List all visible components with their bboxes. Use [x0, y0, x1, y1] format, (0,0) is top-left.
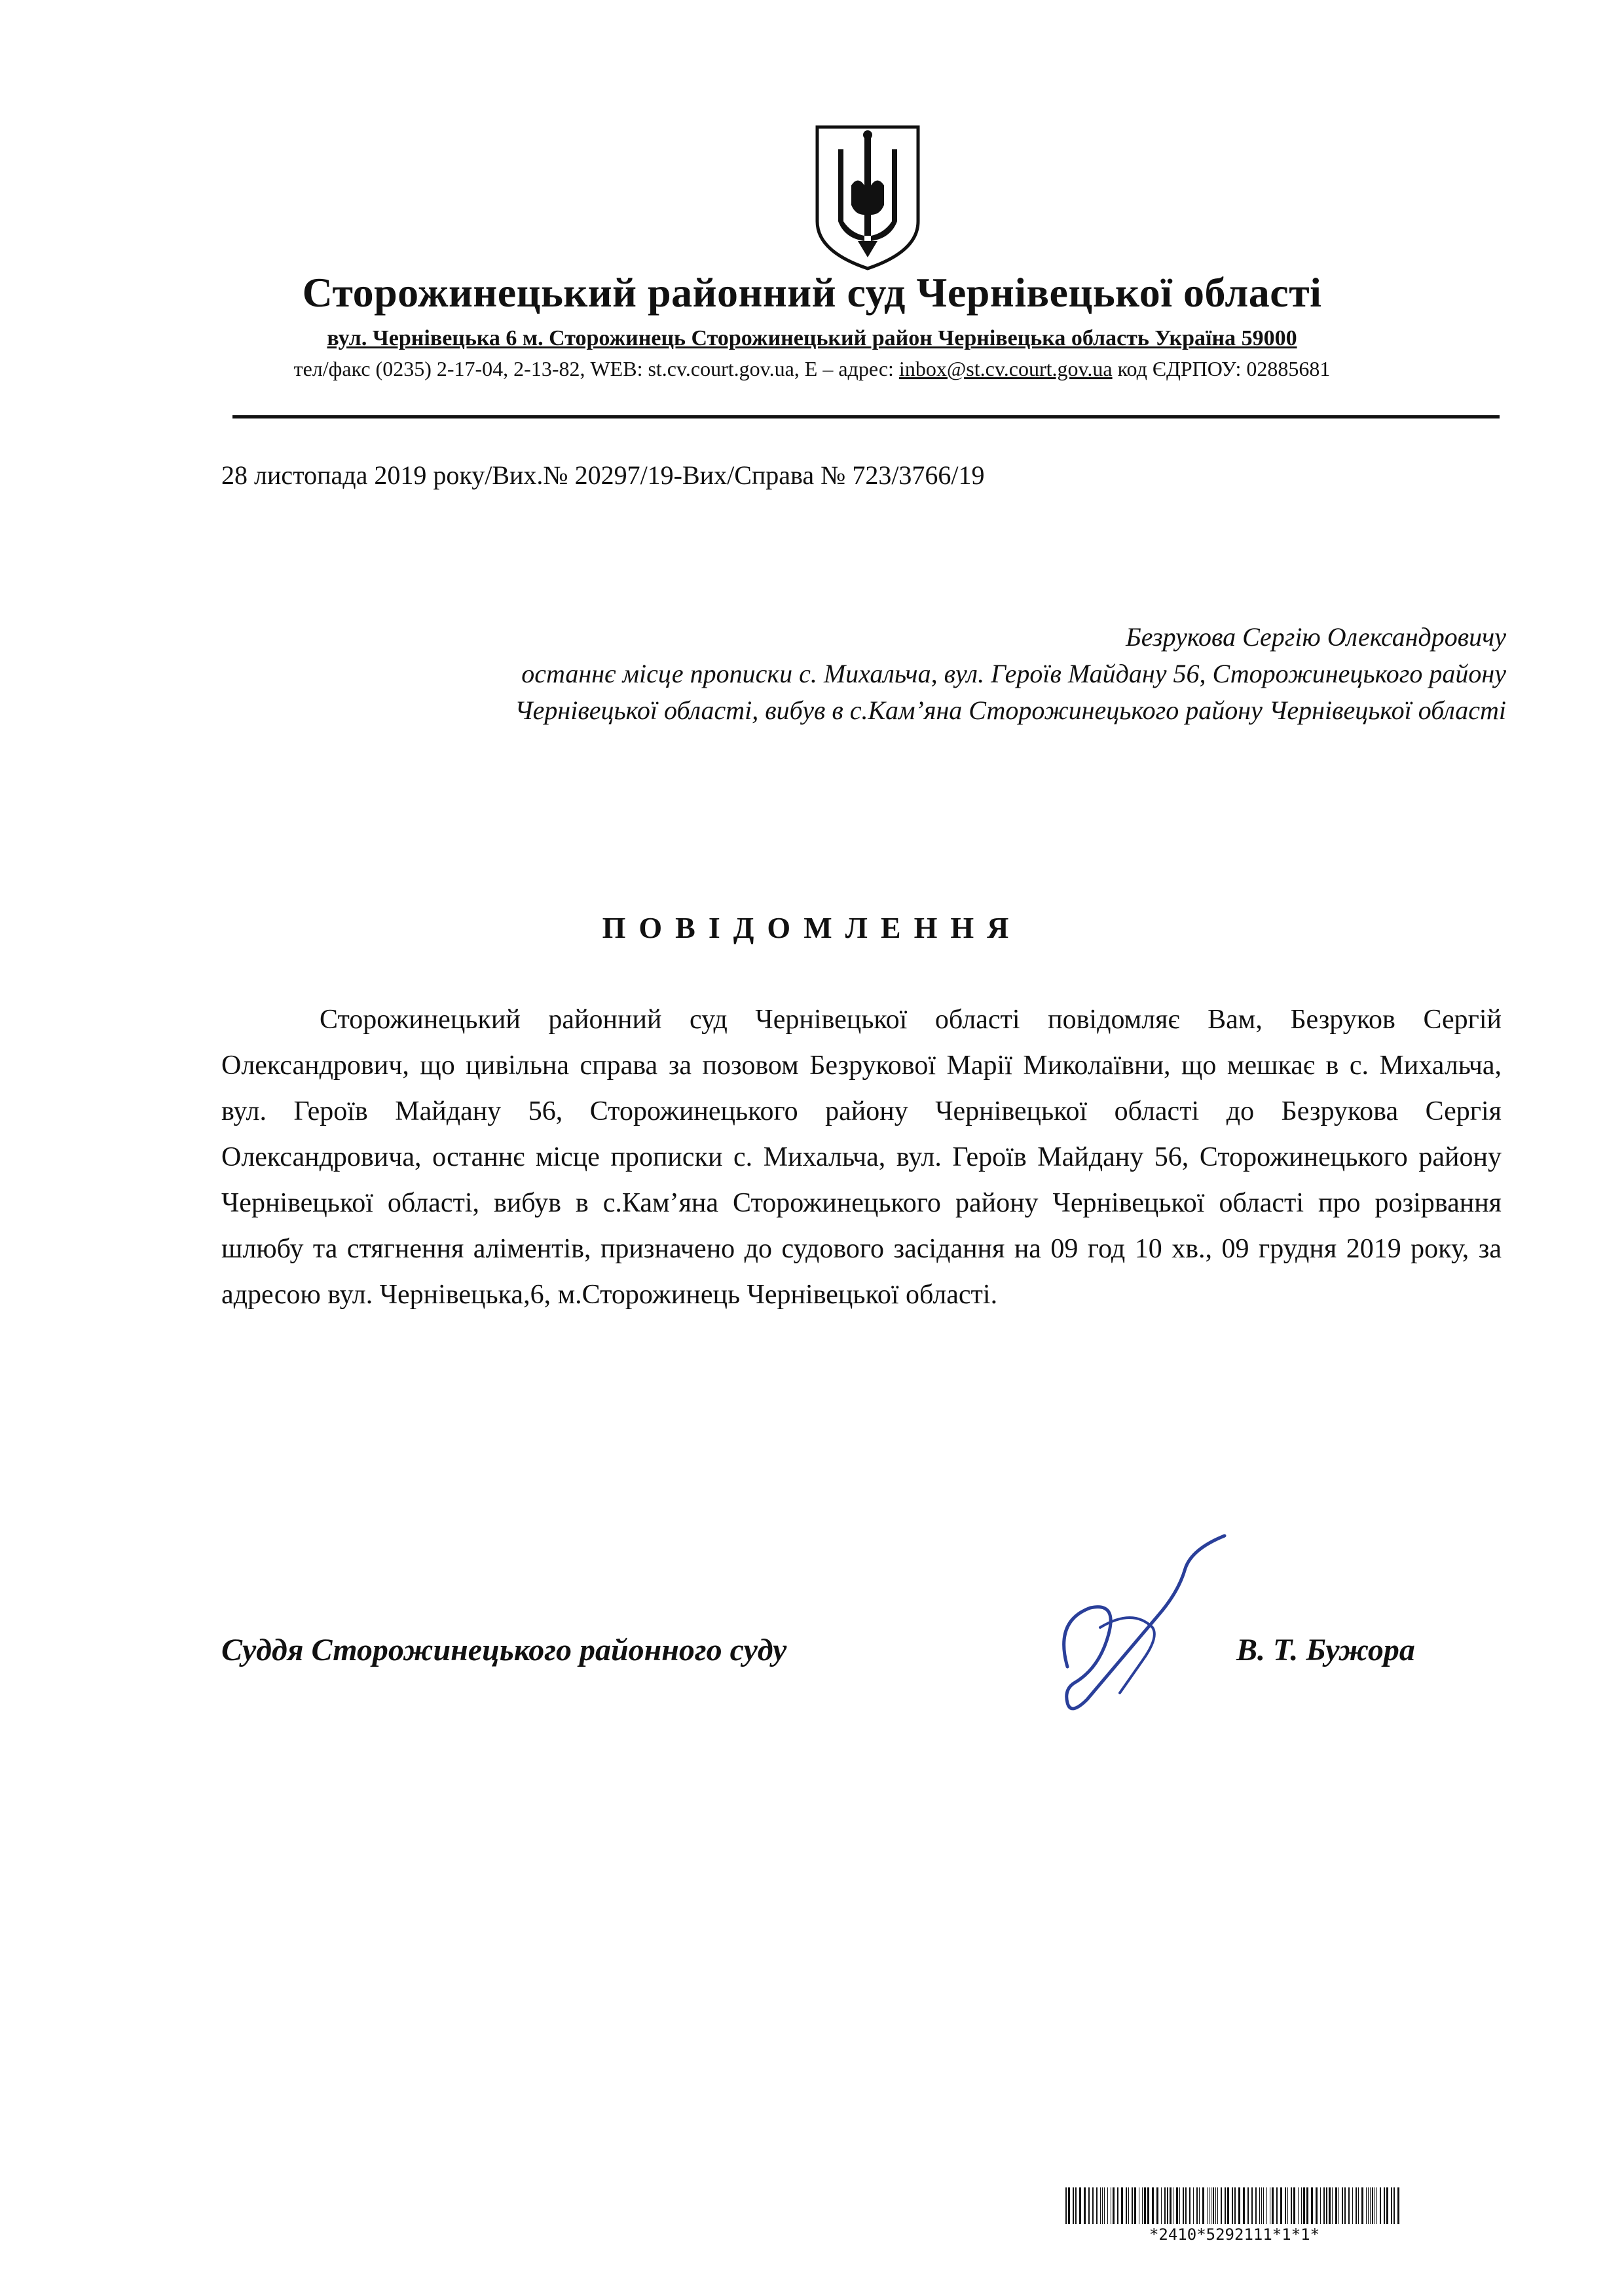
contact-suffix: код ЄДРПОУ: 02885681 [1112, 357, 1331, 381]
barcode-bar [1102, 2187, 1103, 2224]
barcode-bar [1227, 2187, 1229, 2224]
barcode-bar [1326, 2187, 1327, 2224]
court-address: вул. Чернівецька 6 м. Сторожинець Сторожинецький район Чернівецька область Україна 59000 [327, 326, 1297, 350]
barcode-bar [1100, 2187, 1101, 2224]
barcode-bar [1164, 2187, 1166, 2224]
barcode-bar [1316, 2187, 1318, 2224]
barcode-bar [1199, 2187, 1200, 2224]
barcode-bar [1068, 2187, 1070, 2224]
recipient-address-line-1: останнє місце прописки с. Михальча, вул. Героїв Майдану 56, Сторожинецького району [521, 659, 1506, 688]
barcode-bar [1272, 2187, 1274, 2224]
barcode-bar [1142, 2187, 1143, 2224]
barcode-bar [1386, 2187, 1388, 2224]
barcode-bar [1132, 2187, 1133, 2224]
barcode-bar [1144, 2187, 1146, 2224]
barcode-bar [1092, 2187, 1094, 2224]
barcode-bar [1217, 2187, 1218, 2224]
barcode-bar [1301, 2187, 1302, 2224]
document-title: ПОВІДОМЛЕННЯ [602, 911, 1022, 944]
coat-of-arms-icon [812, 123, 923, 271]
barcode-bar [1193, 2187, 1194, 2224]
barcode-bar [1134, 2187, 1136, 2224]
barcode-bar [1238, 2187, 1240, 2224]
barcode-bar [1170, 2187, 1172, 2224]
barcode-bar [1280, 2187, 1282, 2224]
barcode-bar [1338, 2187, 1339, 2224]
barcode-bar [1303, 2187, 1305, 2224]
barcode-bar [1213, 2187, 1214, 2224]
barcode-bar [1311, 2187, 1313, 2224]
barcode-bar [1161, 2187, 1162, 2224]
barcode-bar [1107, 2187, 1108, 2224]
barcode-bar [1234, 2187, 1236, 2224]
barcode-bar [1266, 2187, 1267, 2224]
barcode-bar [1285, 2187, 1286, 2224]
barcode-bar [1243, 2187, 1245, 2224]
barcode-bar [1176, 2187, 1178, 2224]
header-divider [232, 415, 1500, 418]
barcode-bar [1348, 2187, 1350, 2224]
barcode-bar [1247, 2187, 1249, 2224]
barcode-bar [1179, 2187, 1180, 2224]
barcode-bar [1185, 2187, 1187, 2224]
barcode-bar [1167, 2187, 1168, 2224]
barcode-bar [1225, 2187, 1226, 2224]
barcode-bar [1079, 2187, 1081, 2224]
barcode-bar [1065, 2187, 1067, 2224]
barcode-bar [1084, 2187, 1086, 2224]
barcode-bar [1376, 2187, 1377, 2224]
barcode-bar [1397, 2187, 1399, 2224]
barcode-bar [1183, 2187, 1184, 2224]
barcode-bar [1104, 2187, 1105, 2224]
barcode-bar [1366, 2187, 1367, 2224]
barcode-bar [1323, 2187, 1325, 2224]
barcode-bar [1073, 2187, 1074, 2224]
barcode-bar [1384, 2187, 1385, 2224]
barcode-bar [1113, 2187, 1115, 2224]
contact-prefix: тел/факс (0235) 2-17-04, 2-13-82, WEB: st.cv.court.gov.ua, E – адрес: [293, 357, 899, 381]
barcode-bar [1342, 2187, 1343, 2224]
barcode-bar [1147, 2187, 1149, 2224]
barcode-bar [1221, 2187, 1222, 2224]
signer-position: Суддя Сторожинецького районного суду [221, 1633, 787, 1667]
barcode-icon [1064, 2187, 1405, 2224]
handwritten-signature [1028, 1529, 1251, 1726]
barcode-bar [1128, 2187, 1129, 2224]
barcode-bar [1251, 2187, 1253, 2224]
barcode-bar [1335, 2187, 1337, 2224]
barcode-bar [1298, 2187, 1299, 2224]
barcode-bar [1320, 2187, 1321, 2224]
barcode-bar [1121, 2187, 1123, 2224]
recipient-block [196, 619, 1506, 729]
court-email-link[interactable]: inbox@st.cv.court.gov.ua [898, 357, 1113, 381]
barcode-bar [1370, 2187, 1371, 2224]
barcode-bar [1263, 2187, 1264, 2224]
barcode-bar [1287, 2187, 1288, 2224]
barcode-bar [1368, 2187, 1369, 2224]
barcode-bar [1126, 2187, 1127, 2224]
barcode-bar [1393, 2187, 1395, 2224]
barcode-bar [1276, 2187, 1278, 2224]
barcode-bar [1291, 2187, 1292, 2224]
barcode-bar [1329, 2187, 1331, 2224]
barcode-bar [1380, 2187, 1381, 2224]
barcode-bar [1352, 2187, 1353, 2224]
barcode-bar [1391, 2187, 1392, 2224]
barcode-bar [1255, 2187, 1257, 2224]
barcode-bar [1358, 2187, 1359, 2224]
barcode-bar [1207, 2187, 1208, 2224]
barcode-bar [1344, 2187, 1346, 2224]
recipient-address-line-2: Чернівецької області, вибув в с.Кам’яна Сторожинецького району Чернівецької області [515, 696, 1506, 725]
barcode-bar [1259, 2187, 1260, 2224]
barcode-bar [1361, 2187, 1363, 2224]
barcode-bar [1332, 2187, 1333, 2224]
barcode-bar [1088, 2187, 1090, 2224]
court-contacts [0, 357, 1624, 381]
barcode-bar [1356, 2187, 1357, 2224]
barcode-bar [1075, 2187, 1077, 2224]
notice-body: Сторожинецький районний суд Чернівецької області повідомляє Вам, Безруков Сергій Олександрович, що цивільна справа за позовом Безрукової Марії Миколаївни, що мешкає в с. Михальча, вул. Героїв Майдану 56, Сторожинецького району Чернівецької області до Безрукова Сергія Олександровича, останнє місце прописки с. Михальча, вул. Героїв Майдану 56, Сторожинецького району Чернівецької області, вибув в с.Кам’яна Сторожинецького району Чернівецької області про розірвання шлюбу та стягнення аліментів, призначено до судового засідання на 09 год 10 хв., 09 грудня 2019 року, за адресою вул. Чернівецька,6, м.Сторожинець Чернівецької області. [221, 1005, 1502, 1310]
recipient-name: Безрукова Сергію Олександровичу [1126, 622, 1506, 652]
barcode-bar [1215, 2187, 1216, 2224]
document-reference: 28 листопада 2019 року/Вих.№ 20297/19-Вих/Справа № 723/3766/19 [221, 460, 985, 490]
barcode-bar [1293, 2187, 1295, 2224]
barcode-bar [1189, 2187, 1190, 2224]
barcode-bar [1306, 2187, 1308, 2224]
barcode-bar [1152, 2187, 1154, 2224]
barcode-bar [1096, 2187, 1098, 2224]
barcode-bar [1156, 2187, 1158, 2224]
barcode-bar [1117, 2187, 1118, 2224]
barcode-number: *2410*5292111*1*1* [1149, 2225, 1320, 2244]
judge-name: В. Т. Бужора [1236, 1633, 1415, 1667]
court-name: Сторожинецький районний суд Чернівецької області [302, 269, 1322, 316]
barcode-bar [1196, 2187, 1198, 2224]
barcode-bar [1232, 2187, 1233, 2224]
barcode-bar [1202, 2187, 1204, 2224]
barcode-bar [1261, 2187, 1262, 2224]
barcode-bar [1372, 2187, 1373, 2224]
